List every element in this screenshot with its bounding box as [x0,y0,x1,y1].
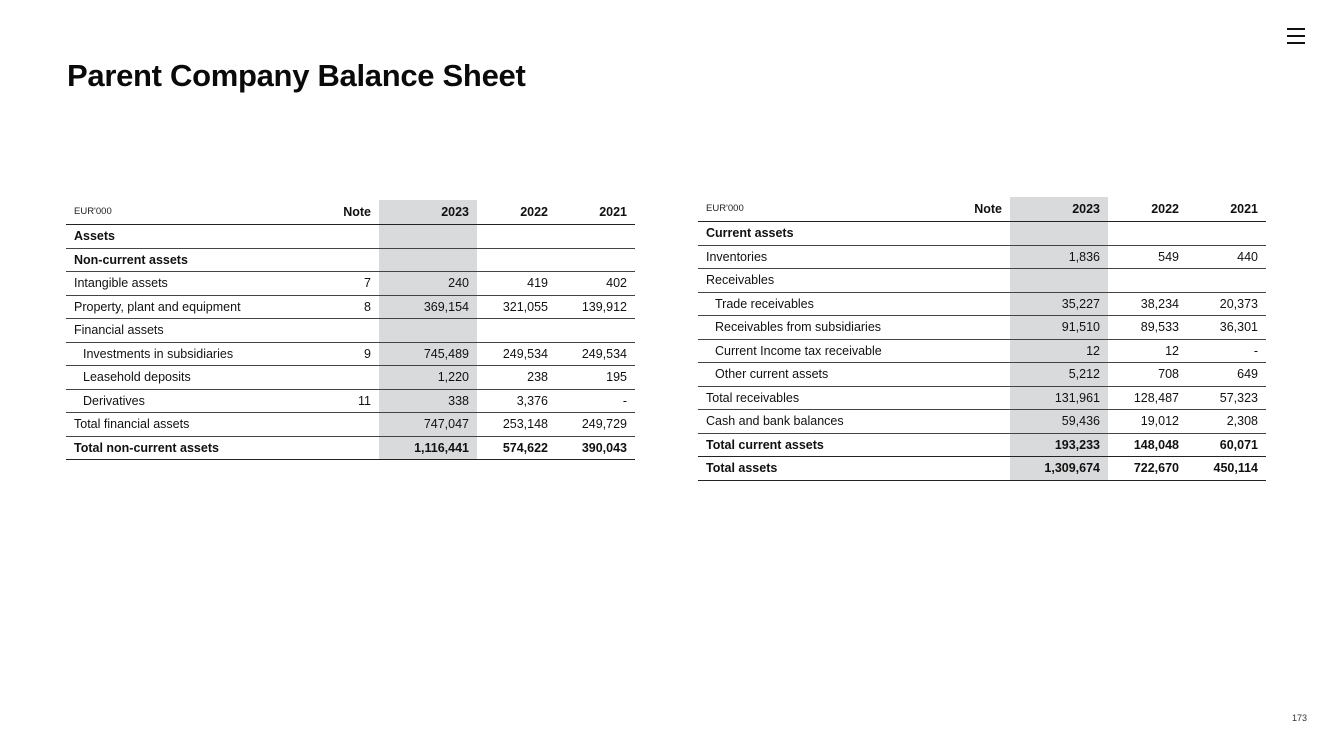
row-value-2022 [477,319,556,343]
row-value-2021: 402 [556,272,635,296]
row-value-2021: 139,912 [556,295,635,319]
row-value-2023 [379,248,477,272]
row-note: 9 [306,342,379,366]
row-label: Receivables from subsidiaries [698,316,938,340]
unit-label: EUR'000 [66,200,306,225]
row-label: Intangible assets [66,272,306,296]
row-value-2022: 128,487 [1108,386,1187,410]
row-value-2021: 57,323 [1187,386,1266,410]
row-note [938,457,1010,481]
row-value-2021 [1187,222,1266,246]
page-title: Parent Company Balance Sheet [67,58,526,93]
row-value-2022: 419 [477,272,556,296]
row-value-2023: 1,116,441 [379,436,477,460]
row-value-2023: 1,309,674 [1010,457,1108,481]
hamburger-menu-icon[interactable] [1287,27,1305,45]
row-value-2023: 59,436 [1010,410,1108,434]
non-current-assets-table [66,200,635,460]
table-header-row [66,200,635,225]
total-row [66,436,635,460]
row-value-2023: 5,212 [1010,363,1108,387]
year-2021-header: 2021 [1187,197,1266,222]
row-note [306,225,379,249]
row-label: Property, plant and equipment [66,295,306,319]
table-row [698,245,1266,269]
row-note [938,386,1010,410]
row-value-2022 [1108,269,1187,293]
row-value-2023: 1,220 [379,366,477,390]
total-row [698,433,1266,457]
table-row [698,292,1266,316]
table-row [66,366,635,390]
table-row [698,316,1266,340]
table-header-row [698,197,1266,222]
row-label: Total receivables [698,386,938,410]
row-note [938,363,1010,387]
row-value-2023: 193,233 [1010,433,1108,457]
row-value-2022: 321,055 [477,295,556,319]
row-note [938,410,1010,434]
row-value-2023: 369,154 [379,295,477,319]
table-row [66,342,635,366]
row-label: Financial assets [66,319,306,343]
row-label: Other current assets [698,363,938,387]
table-row [698,339,1266,363]
row-label: Non-current assets [66,248,306,272]
row-label: Derivatives [66,389,306,413]
table-row [698,269,1266,293]
row-value-2021: - [1187,339,1266,363]
row-label: Total assets [698,457,938,481]
row-note [306,319,379,343]
current-assets-table [698,197,1266,481]
row-value-2022: 722,670 [1108,457,1187,481]
row-note [306,366,379,390]
row-value-2021: 649 [1187,363,1266,387]
row-value-2022: 249,534 [477,342,556,366]
row-value-2021: 195 [556,366,635,390]
row-value-2022: 574,622 [477,436,556,460]
row-label: Investments in subsidiaries [66,342,306,366]
row-value-2023: 745,489 [379,342,477,366]
row-value-2023: 12 [1010,339,1108,363]
row-label: Leasehold deposits [66,366,306,390]
row-label: Total non-current assets [66,436,306,460]
row-value-2022: 238 [477,366,556,390]
row-value-2022: 89,533 [1108,316,1187,340]
table-row [66,319,635,343]
row-value-2022: 708 [1108,363,1187,387]
row-value-2021: 249,534 [556,342,635,366]
year-2023-header: 2023 [379,200,477,225]
row-value-2023: 338 [379,389,477,413]
row-note [306,248,379,272]
row-note [938,316,1010,340]
row-value-2021: 36,301 [1187,316,1266,340]
row-note [306,436,379,460]
row-value-2021: 249,729 [556,413,635,437]
row-note [938,245,1010,269]
row-label: Current Income tax receivable [698,339,938,363]
row-label: Assets [66,225,306,249]
unit-label: EUR'000 [698,197,938,222]
row-value-2022 [477,248,556,272]
row-value-2022: 12 [1108,339,1187,363]
row-value-2021: - [556,389,635,413]
row-value-2023: 240 [379,272,477,296]
row-value-2022 [1108,222,1187,246]
row-value-2023 [379,319,477,343]
table-row [66,248,635,272]
row-value-2022: 3,376 [477,389,556,413]
row-note [938,339,1010,363]
note-header: Note [938,197,1010,222]
table-row [698,410,1266,434]
table-row [66,389,635,413]
row-value-2022 [477,225,556,249]
row-value-2023: 131,961 [1010,386,1108,410]
row-value-2022: 549 [1108,245,1187,269]
row-note: 7 [306,272,379,296]
row-value-2021 [1187,269,1266,293]
row-value-2021: 390,043 [556,436,635,460]
row-value-2021: 60,071 [1187,433,1266,457]
row-label: Trade receivables [698,292,938,316]
row-note [938,269,1010,293]
row-value-2023: 35,227 [1010,292,1108,316]
row-value-2021 [556,248,635,272]
row-note [306,413,379,437]
row-note: 11 [306,389,379,413]
row-value-2023 [1010,269,1108,293]
table-row [698,222,1266,246]
row-value-2023 [379,225,477,249]
row-value-2022: 253,148 [477,413,556,437]
note-header: Note [306,200,379,225]
total-row [698,457,1266,481]
row-value-2023 [1010,222,1108,246]
row-note [938,433,1010,457]
row-value-2022: 19,012 [1108,410,1187,434]
row-value-2022: 38,234 [1108,292,1187,316]
table-row [66,413,635,437]
table-row [66,295,635,319]
year-2022-header: 2022 [477,200,556,225]
row-value-2021: 20,373 [1187,292,1266,316]
table-row [66,272,635,296]
row-value-2023: 747,047 [379,413,477,437]
row-note: 8 [306,295,379,319]
table-row [66,225,635,249]
row-value-2021 [556,319,635,343]
row-label: Total current assets [698,433,938,457]
year-2022-header: 2022 [1108,197,1187,222]
row-value-2023: 1,836 [1010,245,1108,269]
row-label: Total financial assets [66,413,306,437]
row-label: Current assets [698,222,938,246]
table-row [698,363,1266,387]
row-value-2023: 91,510 [1010,316,1108,340]
year-2021-header: 2021 [556,200,635,225]
row-value-2022: 148,048 [1108,433,1187,457]
year-2023-header: 2023 [1010,197,1108,222]
page-number: 173 [1292,713,1308,723]
row-value-2021: 450,114 [1187,457,1266,481]
row-label: Inventories [698,245,938,269]
row-note [938,292,1010,316]
row-value-2021: 2,308 [1187,410,1266,434]
row-note [938,222,1010,246]
table-row [698,386,1266,410]
row-label: Receivables [698,269,938,293]
row-value-2021 [556,225,635,249]
row-value-2021: 440 [1187,245,1266,269]
row-label: Cash and bank balances [698,410,938,434]
